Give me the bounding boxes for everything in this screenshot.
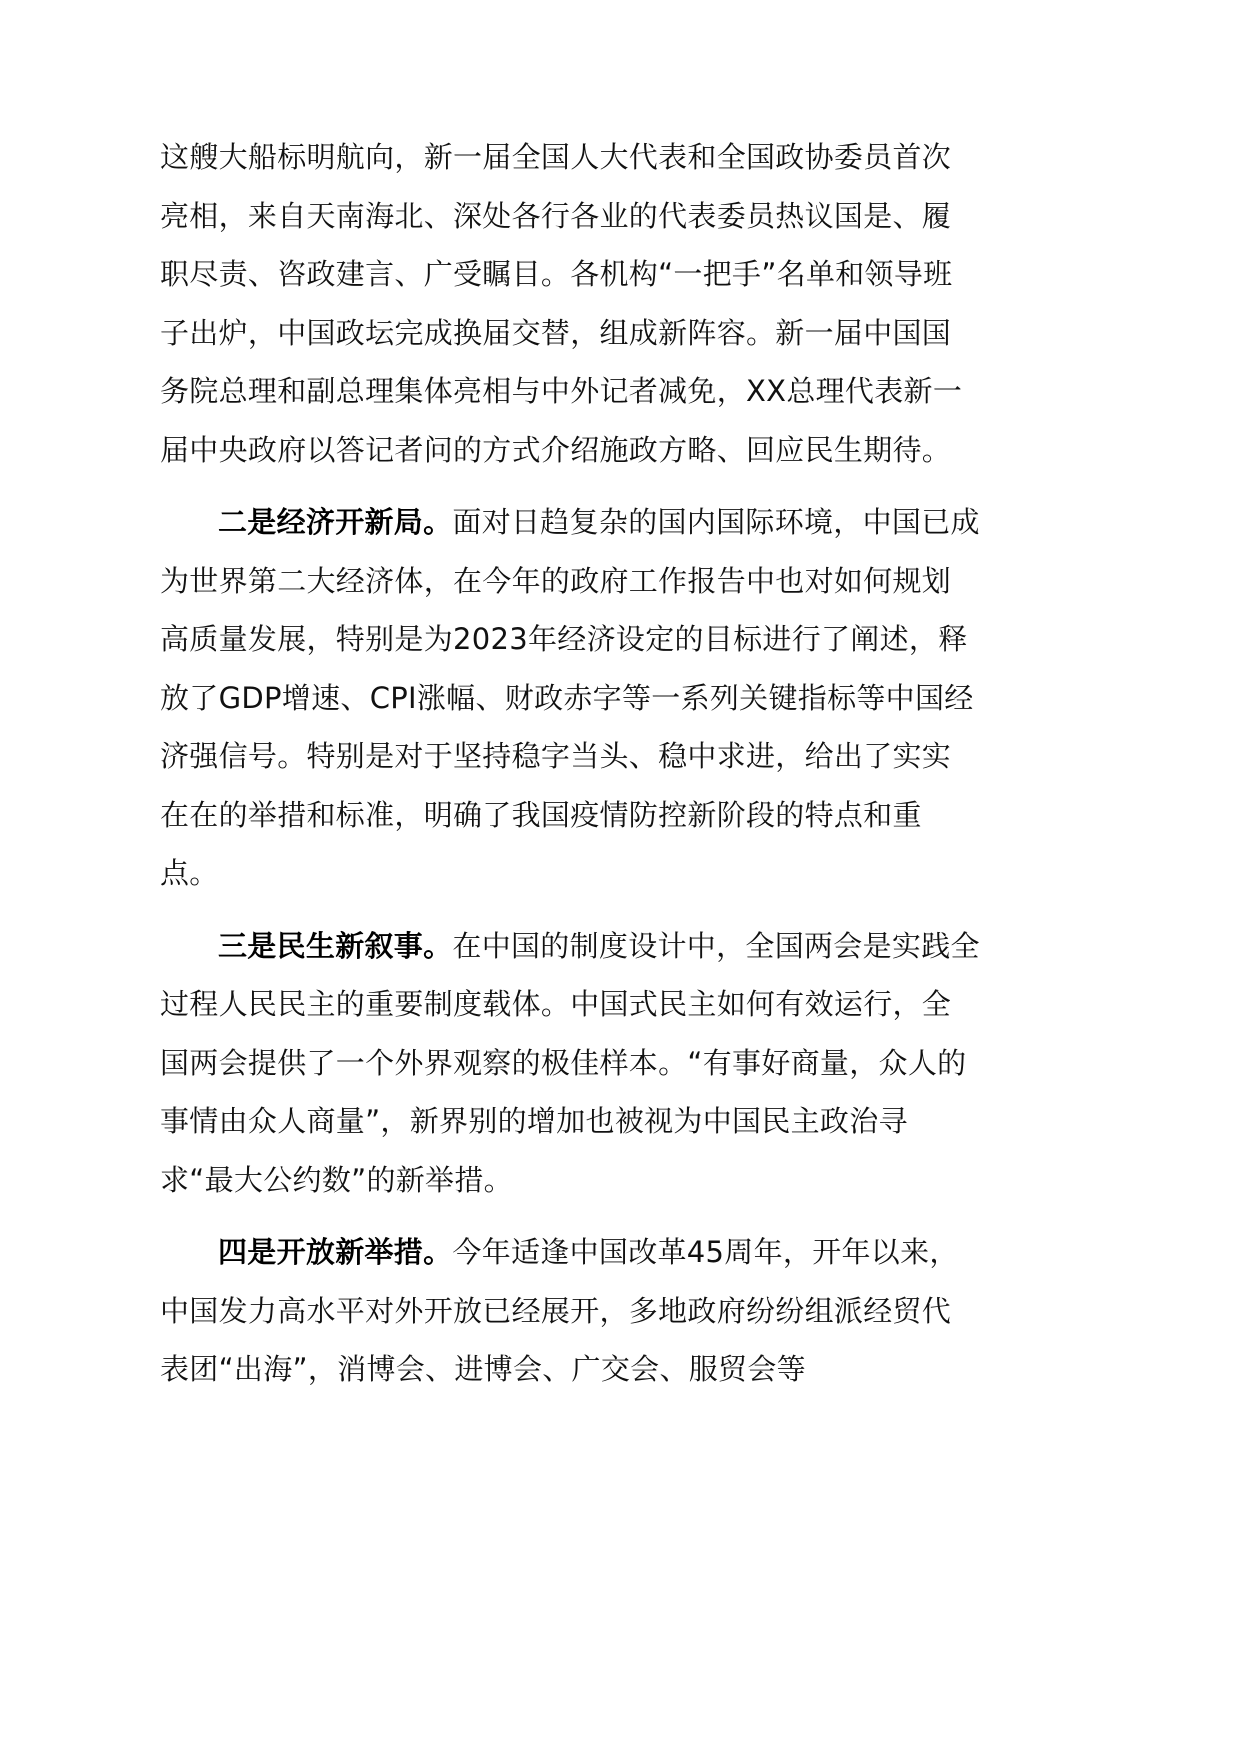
paragraph-continuation <box>160 128 980 479</box>
document-body <box>160 128 980 1399</box>
paragraph-livelihood <box>160 917 980 1210</box>
paragraph-opening-up <box>160 1223 980 1399</box>
paragraph-heading: 三是民生新叙事。 <box>218 928 453 963</box>
paragraph-heading: 四是开放新举措。 <box>218 1235 453 1269</box>
paragraph-economy <box>160 493 980 903</box>
paragraph-heading: 二是经济开新局。 <box>218 505 453 539</box>
paragraph-text: 在中国的制度设计中，全国两会是实践全过程人民民主的重要制度载体。中国式民主如何有效运行，全国两会提供了一个外界观察的极佳样本。“有事好商量，众人的事情由众人商量”，新界别的增加也被视为中国民主政治寻求“最大公约数”的新举措。 <box>160 928 980 1197</box>
paragraph-text: 今年适逢中国改革45周年，开年以来，中国发力高水平对外开放已经展开，多地政府纷纷组派经贸代表团“出海”，消博会、进博会、广交会、服贸会等 <box>160 1235 959 1386</box>
paragraph-text: 这艘大船标明航向，新一届全国人大代表和全国政协委员首次亮相，来自天南海北、深处各行各业的代表委员热议国是、履职尽责、咨政建言、广受瞩目。各机构“一把手”名单和领导班子出炉，中国政坛完成换届交替，组成新阵容。新一届中国国务院总理和副总理集体亮相与中外记者减免，XX总理代表新一届中央政府以答记者问的方式介绍施政方略、回应民生期待。 <box>160 140 963 467</box>
paragraph-text: 面对日趋复杂的国内国际环境，中国已成为世界第二大经济体，在今年的政府工作报告中也对如何规划高质量发展，特别是为2023年经济设定的目标进行了阐述，释放了GDP增速、CPI涨幅、财政赤字等一系列关键指标等中国经济强信号。特别是对于坚持稳字当头、稳中求进，给出了实实在在的举措和标准，明确了我国疫情防控新阶段的特点和重点。 <box>160 505 980 890</box>
